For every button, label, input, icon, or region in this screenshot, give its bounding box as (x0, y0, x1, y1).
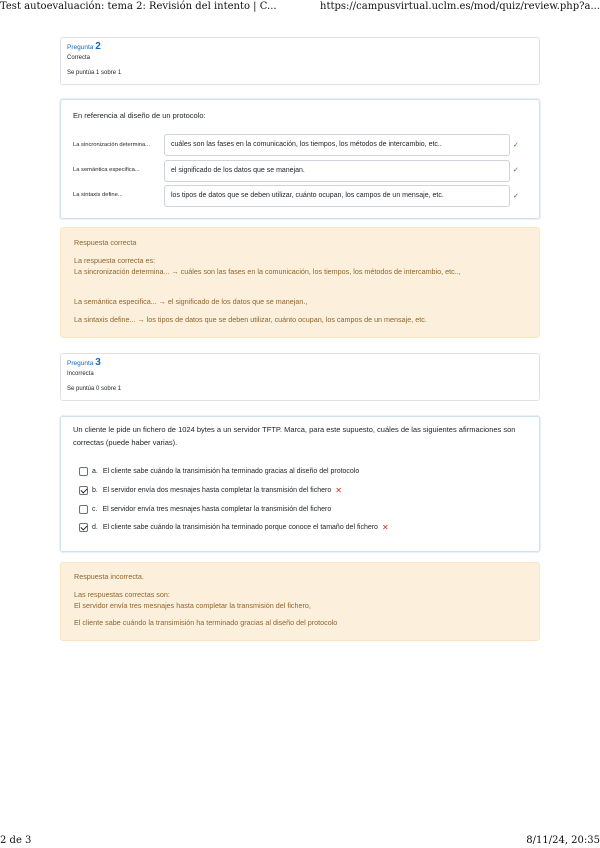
answer-option-c[interactable] (79, 505, 331, 517)
option-letter: a. (92, 468, 98, 475)
question-number-value: 3 (95, 357, 101, 368)
checkbox-checked[interactable] (79, 486, 88, 495)
print-datetime: 8/11/24, 20:35 (526, 835, 600, 846)
feedback-answer-1: El servidor envía tres mesnajes hasta completar la transmisión del fichero, (74, 601, 311, 610)
option-text: El cliente sabe cuándo la transimisión ha terminado gracias al diseño del protocolo (102, 468, 360, 475)
match-select-semantica[interactable]: el significado de los datos que se manejan. (164, 160, 510, 182)
option-letter: d. (92, 524, 98, 531)
feedback-intro: La respuesta correcta es: (74, 256, 156, 265)
match-label-sincronizacion: La sincronización determina... (73, 142, 151, 148)
match-label-semantica: La semántica especifica... (73, 167, 140, 173)
question-2-feedback (60, 227, 540, 338)
question-state: Incorrecta (67, 371, 94, 377)
correct-check-icon: ✓ (513, 193, 519, 200)
correct-check-icon: ✓ (513, 142, 519, 149)
match-label-sintaxis: La sintaxis define... (73, 192, 123, 198)
checkbox[interactable] (79, 505, 88, 514)
question-2-info (60, 37, 540, 85)
question-3-formulation (60, 416, 540, 552)
answer-option-b[interactable] (79, 486, 342, 498)
page-url: https://campusvirtual.uclm.es/mod/quiz/review.php?a... (320, 1, 600, 12)
checkbox-checked[interactable] (79, 523, 88, 532)
feedback-answer-2: La semántica especifica... → el significado de los datos que se manejan., (74, 297, 308, 306)
correct-check-icon: ✓ (513, 167, 519, 174)
question-grade: Se puntúa 0 sobre 1 (67, 386, 122, 392)
feedback-answer-1: La sincronización determina... → cuáles son las fases en la comunicación, los tiempos, los métodos de intercambio, etc.., (74, 267, 461, 276)
option-letter: b. (92, 487, 98, 494)
incorrect-x-icon: ✕ (335, 486, 342, 495)
match-select-sincronizacion[interactable]: cuáles son las fases en la comunicación, los tiempos, los métodos de intercambio, etc.. (164, 134, 510, 156)
page-counter: 2 de 3 (0, 835, 32, 846)
question-label: Pregunta (67, 360, 94, 367)
question-state: Correcta (67, 55, 91, 61)
feedback-title: Respuesta correcta (74, 238, 137, 247)
question-text: En referencia al diseño de un protocolo: (73, 111, 206, 120)
print-footer (0, 835, 600, 848)
answer-option-a[interactable] (79, 467, 359, 479)
question-text: Un cliente le pide un fichero de 1024 bytes a un servidor TFTP. Marca, para este supuesto, cuáles de las siguientes afirmaciones son correctas (puede haber varias). (73, 425, 516, 447)
incorrect-x-icon: ✕ (381, 523, 389, 532)
print-header (0, 0, 600, 14)
question-number-value: 2 (95, 41, 101, 52)
feedback-intro: Las respuestas correctas son: (74, 590, 170, 599)
option-letter: c. (92, 506, 98, 513)
option-text: El cliente sabe cuándo la transimisión ha terminado porque conoce el tamaño del fichero (102, 524, 378, 531)
question-2-formulation (60, 99, 540, 219)
checkbox[interactable] (79, 467, 88, 476)
question-label: Pregunta (67, 44, 94, 51)
question-number (67, 42, 533, 53)
page-title: Test autoevaluación: tema 2: Revisión del intento | C... (0, 1, 277, 12)
answer-option-d[interactable] (79, 523, 389, 535)
feedback-answer-2: El cliente sabe cuándo la transimisión ha terminado gracias al diseño del protocolo (74, 618, 338, 627)
match-select-sintaxis[interactable]: los tipos de datos que se deben utilizar, cuánto ocupan, los campos de un mensaje, etc. (164, 185, 510, 207)
feedback-answer-3: La sintaxis define... → los tipos de datos que se deben utilizar, cuánto ocupan, los campos de un mensaje, etc. (74, 315, 427, 324)
question-3-info (60, 353, 540, 401)
option-text: El servidor envía tres mesnajes hasta completar la transmisión del fichero (102, 506, 332, 513)
feedback-title: Respuesta incorrecta. (74, 572, 144, 581)
question-number (67, 358, 533, 369)
question-grade: Se puntúa 1 sobre 1 (67, 70, 122, 76)
question-3-feedback (60, 562, 540, 641)
option-text: El servidor envía dos mesnajes hasta completar la transmisión del fichero (102, 487, 332, 494)
